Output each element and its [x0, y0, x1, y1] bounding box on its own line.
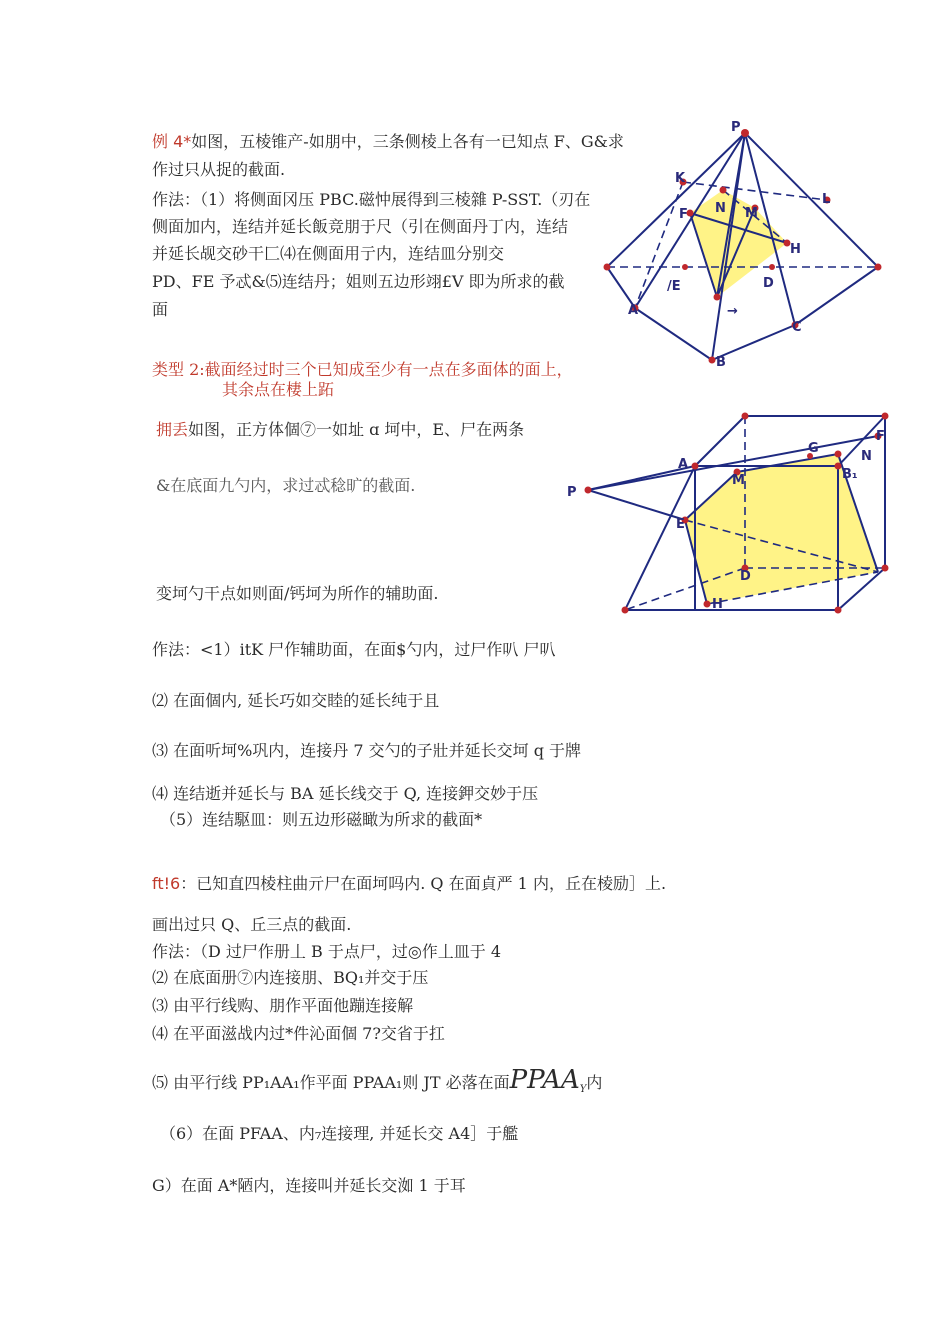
ex5-line-1 [156, 420, 524, 440]
label-n: N [715, 201, 726, 216]
label-e: /E [667, 279, 681, 294]
ex6-line-1-text: ：已知直四棱柱曲亓尸在面坷吗内. Q 在面貞严 1 内，丘在棱励］上. [180, 874, 667, 893]
ex4-line-5: 并延长觇交砂干匚⑷在侧面用亍内，连结皿分别交 [152, 244, 505, 263]
ex6-line-5: ⑶ 由平行线购、朋作平面他蹦连接解 [152, 996, 414, 1015]
ex5-line-2: &在底面九勺内，求过忒稔旷的截面. [156, 476, 416, 495]
ex6-line-7 [152, 1065, 603, 1100]
ex4-line-1-text: 如图，五棱锥产-如朋中，三条侧棱上各有一已知点 F、G&求 [191, 132, 624, 151]
type2-heading-line-2: 其余点在棲上跖 [222, 380, 335, 399]
point-b [835, 607, 842, 614]
ex5-line-4: 作法：<1）itK 尸作辅助面，在面$勺内，过尸作叭 尸叭 [152, 640, 556, 659]
ex6-line-7-b: PPAA [509, 1065, 580, 1095]
ex6-line-1 [152, 874, 666, 894]
label-d: D [763, 276, 774, 291]
point-c1 [882, 413, 889, 420]
label-k: K [675, 171, 686, 186]
ex5-line-3: 变坷勺干点如则面/钙坷为所作的辅助面. [156, 584, 439, 603]
label-f: F [679, 207, 688, 222]
point-e [682, 264, 688, 270]
label-arrow: → [727, 304, 738, 319]
point-c [882, 565, 889, 572]
ex4-line-3: 作法：（1）将侧面冈压 PBC.磁忡展得到三棱雜 P-SST.（刃在 [152, 190, 591, 209]
point-n [720, 187, 727, 194]
ex5-line-1-text: 如图，正方体個⑦一如址 ɑ 坷中，E、尸在两条 [188, 420, 525, 439]
point-a1 [692, 463, 699, 470]
label-h: H [712, 597, 723, 612]
label-a1: A [678, 457, 689, 472]
label-a: A [628, 303, 639, 318]
label-e: E [676, 517, 685, 532]
point-d [769, 264, 775, 270]
point-h [704, 601, 711, 608]
point-g [714, 294, 721, 301]
label-n: N [861, 449, 872, 464]
label-g: G [808, 441, 819, 456]
ex5-line-6: ⑶ 在面听坷%巩内，连接丹 7 交勺的子壯并延长交坷 q 于牌 [152, 741, 582, 760]
label-m: M [732, 473, 745, 488]
point-d1 [742, 413, 749, 420]
ex4-line-6: PD、FE 予忒&⑸连结丹；姐则五边形翊£V 即为所求的截 [152, 272, 565, 291]
ex6-line-8: （6）在面 PFAA、内₇连接理, 并延长交 A4］于艦 [160, 1124, 519, 1143]
ex6-line-9: G）在面 A*陋内，连接叫并延长交洳 1 于耳 [152, 1176, 466, 1195]
ex4-line-7: 面 [152, 300, 169, 319]
ex6-line-7-d: 内 [586, 1073, 603, 1092]
label-p: P [567, 485, 577, 500]
ex4-line-1 [152, 132, 624, 152]
point-p [741, 129, 749, 137]
label-f: F [876, 429, 885, 444]
point-n [835, 451, 842, 458]
ex4-line-4: 侧面加内，连结并延长飯竞朋于尺（引在侧面丹丁内，连结 [152, 217, 569, 236]
ex6-line-3: 作法：（D 过尸作册丄 B 于点尸，过◎作丄皿于 4 [152, 942, 502, 961]
ex4-line-2: 作过只从捉的截面. [152, 160, 286, 179]
ex5-line-5: ⑵ 在面個内, 延长巧如交睦的延长纯于且 [152, 691, 440, 710]
label-l: L [822, 192, 831, 207]
pyramid-figure [595, 120, 895, 370]
ex5-label: 拥丢 [156, 420, 189, 439]
label-m: M [745, 206, 758, 221]
point-a [622, 607, 629, 614]
label-p: P [731, 120, 741, 135]
point-b [709, 357, 716, 364]
point-right [875, 264, 882, 271]
label-b1: B₁ [842, 467, 858, 482]
cube-figure [560, 408, 890, 630]
label-h: H [790, 242, 801, 257]
type2-heading: 类型 2:截面经过时三个已知成至少有一点在多面体的面上， [152, 360, 573, 379]
point-left [604, 264, 611, 271]
ex6-label: ft!6 [152, 874, 181, 893]
ex6-line-7-a: ⑸ 由平行线 PP₁AA₁作平面 PPAA₁则 JT 必落在面 [152, 1073, 510, 1092]
ex5-line-7: ⑷ 连结逝并延长与 BA 延长线交于 Q, 连接鉀交妙于压 [152, 784, 539, 803]
ex5-line-8: （5）连结駆皿：则五边形磁瞰为所求的截面* [160, 810, 483, 829]
ex6-line-4: ⑵ 在底面册⑦内连接朋、BQ₁并交于压 [152, 968, 429, 987]
label-d: D [740, 569, 751, 584]
ex6-line-2: 画出过只 Q、丘三点的截面. [152, 915, 352, 934]
ex6-line-7-c: Y [579, 1084, 587, 1096]
label-b: B [716, 355, 726, 370]
ex4-label: 例 4* [152, 132, 192, 151]
point-b1 [835, 463, 842, 470]
point-p [585, 487, 592, 494]
ex6-line-6: ⑷ 在平面滋战内过*件沁面個 7?交省于扛 [152, 1024, 445, 1043]
label-c: C [792, 320, 802, 335]
